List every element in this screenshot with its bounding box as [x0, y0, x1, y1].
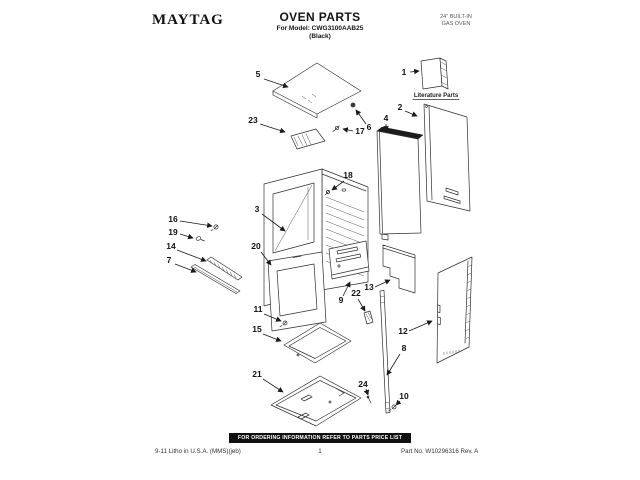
- bracket-13-body: [383, 245, 415, 293]
- callout-14: [166, 241, 206, 261]
- deflector-face: [291, 129, 325, 149]
- part-5-top-panel: [273, 63, 361, 118]
- callout-13-leader: [375, 280, 390, 287]
- part-22-bracket: [364, 311, 373, 324]
- part-13-bracket-panel: [383, 245, 415, 293]
- callout-14-leader: [177, 250, 206, 261]
- callout-16: [168, 214, 212, 226]
- callout-4-label: 4: [383, 113, 389, 123]
- litho-line: 9-11 Litho in U.S.A. (MMS)(jeb): [155, 448, 241, 455]
- callout-10: [396, 391, 409, 405]
- document-part-number: Part No. W10296316 Rev. A: [401, 448, 479, 455]
- callout-7: [167, 255, 196, 272]
- callout-5-leader: [264, 79, 288, 87]
- model-line: For Model: CWG3100AAB25: [276, 25, 364, 32]
- callout-13-label: 13: [364, 282, 374, 292]
- callout-23: [248, 115, 285, 132]
- callout-8: [387, 343, 407, 375]
- callout-2-label: 2: [397, 102, 403, 112]
- callout-17-label: 17: [355, 126, 365, 136]
- callout-1-leader: [410, 71, 419, 72]
- callout-18-label: 18: [343, 170, 353, 180]
- part-21-bottom-panel: [271, 376, 361, 426]
- literature-parts-label: Literature Parts: [413, 93, 459, 99]
- callout-9-label: 9: [338, 295, 344, 305]
- callout-21-label: 21: [252, 369, 262, 379]
- page-number: 1: [318, 448, 322, 455]
- part-15-base-frame: [284, 323, 351, 363]
- callout-6-label: 6: [366, 122, 372, 132]
- part-24-stud: [367, 396, 371, 403]
- callout-1: [402, 67, 419, 77]
- maytag-logo: MAYTAG: [152, 12, 224, 28]
- callout-2: [398, 102, 417, 116]
- part-16-screw: [211, 225, 218, 231]
- ordering-notice-bar: FOR ORDERING INFORMATION REFER TO PARTS PRICE LIST: [229, 433, 411, 443]
- callout-10-label: 10: [399, 391, 409, 401]
- callout-7-label: 7: [166, 255, 172, 265]
- callout-21: [252, 369, 283, 392]
- clip-19-tail: [201, 240, 205, 242]
- callout-19-leader: [180, 234, 193, 238]
- strip-8-body: [380, 291, 390, 414]
- part-19-clip: [196, 236, 205, 241]
- callout-3-label: 3: [254, 204, 260, 214]
- callout-19: [168, 227, 193, 238]
- callout-24-leader: [366, 389, 368, 395]
- part-4-side-panel: [377, 127, 423, 240]
- panel-5-face: [273, 63, 361, 114]
- callout-22-leader: [358, 299, 365, 311]
- callout-20-label: 20: [251, 241, 261, 251]
- callout-16-leader: [180, 221, 212, 226]
- oven-type-line1: 24" BUILT-IN: [440, 14, 472, 20]
- callout-10-leader: [396, 401, 400, 405]
- finish-line: (Black): [309, 33, 331, 40]
- callout-24: [358, 379, 368, 395]
- part-7-trim-rod: [191, 265, 240, 294]
- callout-13: [364, 280, 390, 292]
- callout-11-label: 11: [253, 304, 263, 314]
- callout-2-leader: [405, 111, 417, 116]
- callout-17-leader: [343, 129, 353, 131]
- callout-8-label: 8: [401, 343, 407, 353]
- part-12-side-panel: [437, 257, 472, 363]
- rod-7-body: [191, 265, 240, 294]
- callout-15-label: 15: [252, 324, 262, 334]
- panel-12-face: [437, 257, 472, 363]
- callout-17: [343, 126, 365, 136]
- frame-15-hole: [297, 354, 299, 356]
- part-23-deflector: [291, 129, 325, 149]
- callout-12: [398, 321, 432, 336]
- page-title: OVEN PARTS: [279, 10, 361, 24]
- callout-12-leader: [409, 321, 432, 331]
- callout-12-label: 12: [398, 326, 408, 336]
- callout-21-leader: [263, 379, 283, 392]
- clip-19-ring: [196, 236, 202, 241]
- part-2-rear-side-panel: [424, 104, 470, 211]
- callout-22-label: 22: [351, 288, 361, 298]
- panel-4-face: [377, 131, 421, 234]
- callout-16-label: 16: [168, 214, 178, 224]
- literature-front: [421, 58, 442, 89]
- callout-14-label: 14: [166, 241, 176, 251]
- callout-24-label: 24: [358, 379, 368, 389]
- part-8-trim-strip: [380, 291, 390, 414]
- callout-8-leader: [387, 354, 400, 375]
- panel-21-face: [271, 376, 361, 426]
- callout-19-label: 19: [168, 227, 178, 237]
- oven-type-line2: GAS OVEN: [441, 21, 471, 27]
- part-6-grommet: [351, 103, 356, 108]
- panel-4-bottom-tab: [382, 234, 388, 240]
- callout-5-label: 5: [255, 69, 261, 79]
- stud-24-shaft: [368, 397, 371, 403]
- callout-1-label: 1: [401, 67, 407, 77]
- part-17-screw: [333, 126, 339, 132]
- callout-23-label: 23: [248, 115, 258, 125]
- callout-15-leader: [263, 334, 281, 341]
- part-1-literature-packet: [413, 58, 459, 100]
- callout-23-leader: [260, 124, 285, 132]
- callout-6-leader: [356, 110, 366, 124]
- callout-22: [351, 288, 365, 311]
